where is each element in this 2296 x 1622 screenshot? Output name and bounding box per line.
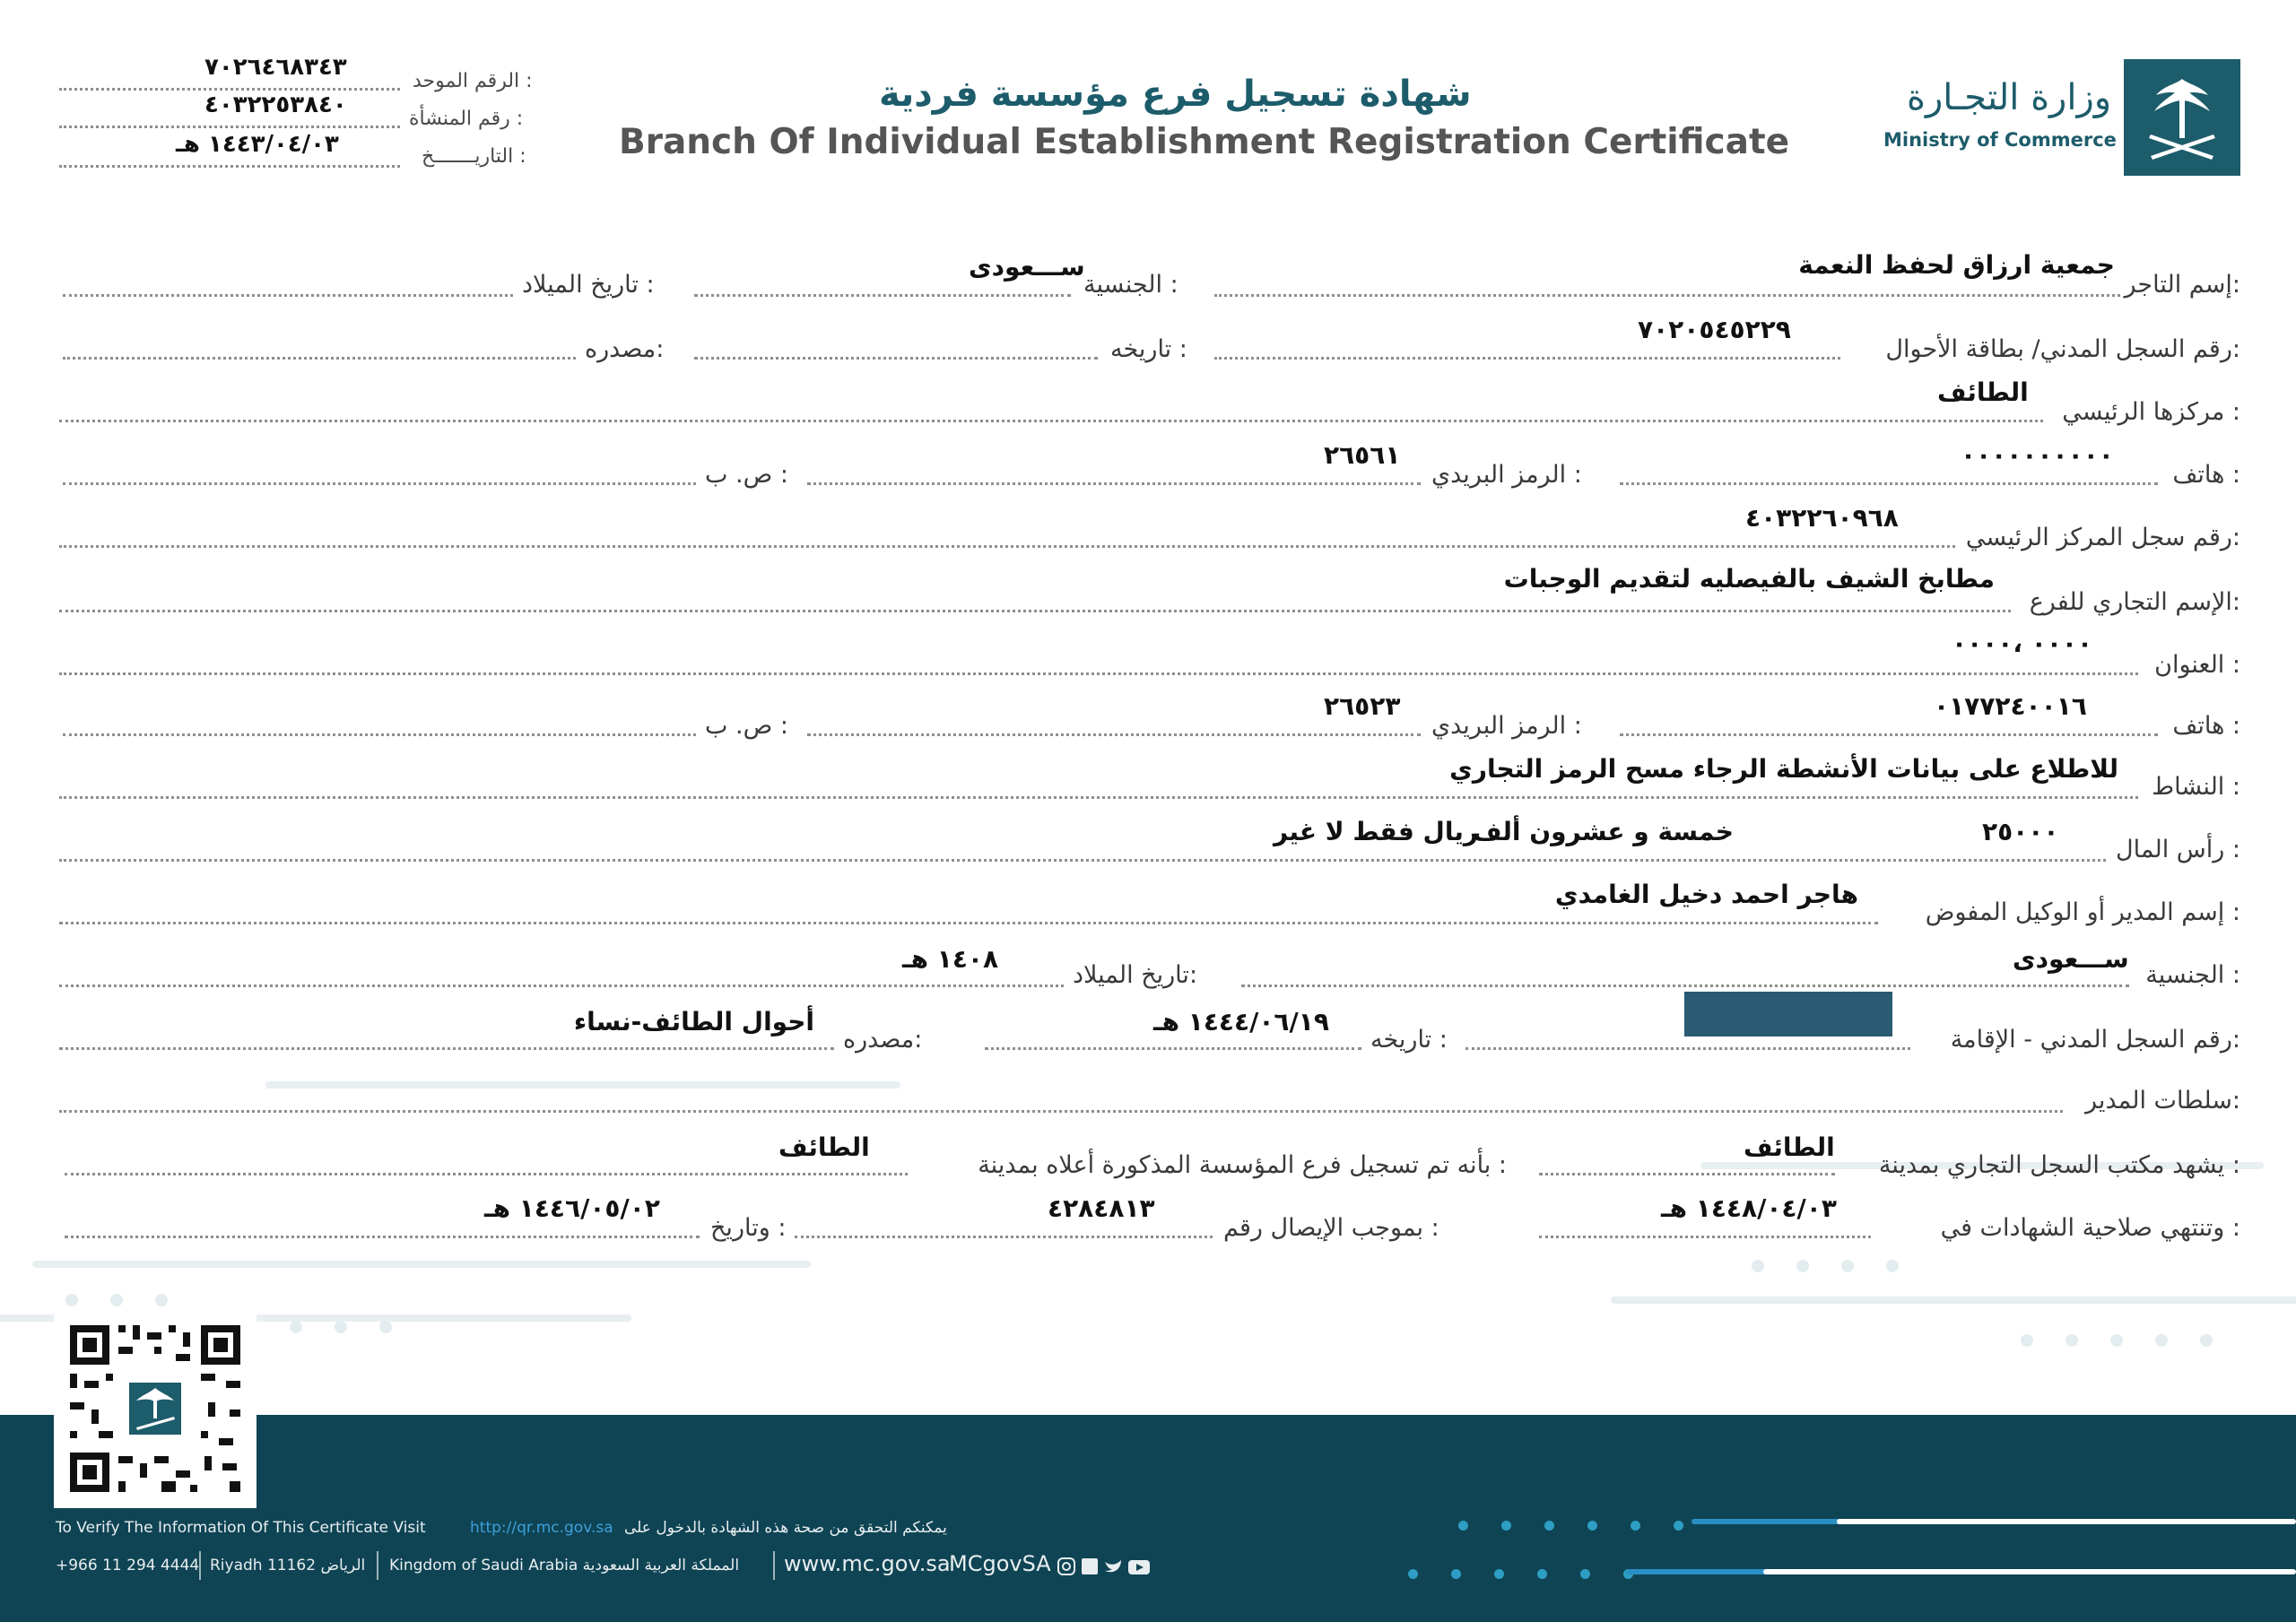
postal-label: الرمز البريدي : bbox=[1431, 461, 1582, 489]
footer-white-line bbox=[1763, 1569, 2296, 1574]
issue-date: ١٤٤٣/٠٤/٠٣ هـ bbox=[176, 131, 339, 158]
birth-date-label: تاريخ الميلاد : bbox=[522, 271, 655, 299]
nationality-line bbox=[694, 294, 1071, 297]
trader-name-line bbox=[1214, 294, 2120, 297]
establishment-number: ٤٠٣٢٢٥٣٨٤٠ bbox=[204, 91, 347, 118]
manager-birth: ١٤٠٨ هـ bbox=[902, 944, 999, 974]
capital-words: خمسة و عشرون ألف bbox=[1473, 817, 1734, 846]
residence-date: ١٤٤٤/٠٦/١٩ هـ bbox=[1153, 1007, 1329, 1037]
manager-nationality-label: الجنسية : bbox=[2145, 961, 2240, 989]
manager-birth-line bbox=[59, 984, 1064, 987]
residence-source-label: مصدره: bbox=[843, 1026, 923, 1054]
postal2-line bbox=[807, 733, 1421, 736]
postal-code: ٢٦٥٦١ bbox=[1324, 440, 1401, 470]
pobox2-label: ص. ب : bbox=[705, 712, 788, 740]
address-label: العنوان : bbox=[2154, 651, 2240, 679]
footer-divider bbox=[773, 1551, 775, 1580]
branch-name-line bbox=[59, 610, 2011, 612]
verify-text-ar: يمكنكم التحقق من صحة هذه الشهادة بالدخول على bbox=[624, 1519, 947, 1537]
receipt-number: ٤٢٨٤٨١٣ bbox=[1048, 1193, 1155, 1223]
certificate-title-en: Branch Of Individual Establishment Registration Certificate bbox=[619, 122, 1790, 162]
trader-name-label: إسم التاجر: bbox=[2124, 271, 2240, 299]
hq-label: مركزها الرئيسي : bbox=[2062, 398, 2240, 426]
address-line bbox=[59, 672, 2138, 675]
ministry-emblem bbox=[2124, 59, 2240, 176]
phone-label: هاتف : bbox=[2172, 461, 2240, 489]
receipt-label: بموجب الإيصال رقم : bbox=[1223, 1214, 1439, 1242]
activity: للاطلاع على بيانات الأنشطة الرجاء مسح الرمز التجاري bbox=[1449, 754, 2118, 784]
office-city: الطائف bbox=[1744, 1132, 1835, 1162]
registered-line bbox=[65, 1173, 908, 1175]
civil-id-label: رقم السجل المدني/ بطاقة الأحوال: bbox=[1885, 335, 2240, 363]
date-label: التاريـــــــخ : bbox=[422, 145, 526, 168]
pobox-line bbox=[63, 482, 696, 485]
expiry-date: ١٤٤٨/٠٤/٠٣ هـ bbox=[1661, 1193, 1837, 1223]
residence-source-line bbox=[59, 1047, 834, 1050]
residence-line bbox=[1465, 1047, 1910, 1050]
manager-birth-label: تاريخ الميلاد: bbox=[1073, 961, 1198, 989]
residence-number-redacted bbox=[1684, 992, 1892, 1037]
postal-line bbox=[807, 482, 1421, 485]
residence-date-label: تاريخه : bbox=[1370, 1026, 1448, 1054]
verify-text-en: To Verify The Information Of This Certificate Visit bbox=[56, 1519, 426, 1537]
footer-divider bbox=[377, 1551, 378, 1580]
registered-label: بأنه تم تسجيل فرع المؤسسة المذكورة أعلاه بمدينة : bbox=[978, 1151, 1507, 1179]
branch-phone: ٠١٧٧٢٤٠٠١٦ bbox=[1934, 691, 2087, 721]
ministry-name-en: Ministry of Commerce bbox=[1883, 129, 2117, 151]
address: ٠٠٠٠ ،٠٠٠٠ bbox=[1952, 629, 2093, 658]
qr-code[interactable] bbox=[54, 1309, 257, 1508]
phone: ٠٠٠٠٠٠٠٠٠٠ bbox=[1961, 440, 2114, 470]
unified-number-label: الرقم الموحد : bbox=[413, 70, 533, 92]
certificate-title-ar: شهادة تسجيل فرع مؤسسة فردية bbox=[879, 74, 1472, 115]
receipt-date-line bbox=[65, 1236, 700, 1238]
activity-label: النشاط : bbox=[2152, 773, 2240, 801]
manager-line bbox=[59, 922, 1878, 924]
hq-line bbox=[59, 420, 2043, 422]
receipt-date-label: وتاريخ : bbox=[710, 1214, 787, 1242]
activity-line bbox=[59, 796, 2138, 799]
expiry-line bbox=[1539, 1236, 1871, 1238]
residence-source: أحوال الطائف-نساء bbox=[573, 1007, 814, 1037]
social-handle[interactable]: MCgovSA bbox=[949, 1551, 1051, 1576]
branch-name-label: الإسم التجاري للفرع: bbox=[2029, 588, 2240, 616]
birth-date-line bbox=[63, 294, 513, 297]
unified-number-line bbox=[59, 88, 400, 91]
id-date-label: تاريخه : bbox=[1110, 335, 1187, 363]
phone2-line bbox=[1620, 733, 2158, 736]
contact-phone: +966 11 294 4444 bbox=[56, 1557, 200, 1574]
hq-registry-label: رقم سجل المركز الرئيسي: bbox=[1965, 524, 2240, 551]
registered-city: الطائف bbox=[778, 1132, 870, 1162]
expiry-label: وتنتهي صلاحية الشهادات في : bbox=[1940, 1214, 2240, 1242]
issue-date-line bbox=[59, 165, 400, 168]
office-line bbox=[1539, 1173, 1835, 1175]
residence-date-line bbox=[985, 1047, 1361, 1050]
manager-nationality: ســـعودى bbox=[2013, 944, 2129, 974]
postal2-label: الرمز البريدي : bbox=[1431, 712, 1582, 740]
capital-currency: ريال فقط لا غير bbox=[1274, 817, 1478, 846]
civil-id: ٧٠٢٠٥٤٥٢٢٩ bbox=[1638, 315, 1791, 344]
authority-line bbox=[59, 1110, 2063, 1113]
establishment-number-line bbox=[59, 126, 400, 128]
nationality-label: الجنسية : bbox=[1083, 271, 1178, 299]
authority-label: سلطات المدير: bbox=[2085, 1087, 2240, 1115]
website-link[interactable]: www.mc.gov.sa bbox=[784, 1551, 951, 1576]
residence-label: رقم السجل المدني - الإقامة: bbox=[1950, 1026, 2240, 1054]
id-source-line bbox=[63, 357, 576, 360]
manager-label: إسم المدير أو الوكيل المفوض : bbox=[1925, 898, 2240, 926]
footer-white-line bbox=[1837, 1519, 2296, 1524]
id-source-label: مصدره: bbox=[585, 335, 665, 363]
civil-id-line bbox=[1214, 357, 1840, 360]
pobox-label: ص. ب : bbox=[705, 461, 788, 489]
manager-nationality-line bbox=[1241, 984, 2129, 987]
verify-url[interactable]: http://qr.mc.gov.sa bbox=[470, 1519, 613, 1537]
branch-postal-code: ٢٦٥٢٣ bbox=[1324, 691, 1401, 721]
id-date-line bbox=[694, 357, 1098, 360]
nationality: ســـعودى bbox=[969, 252, 1085, 282]
social-icons[interactable] bbox=[1057, 1557, 1152, 1576]
branch-name: مطابخ الشيف بالفيصليه لتقديم الوجبات bbox=[1503, 564, 1995, 594]
ministry-name-ar: وزارة التجـارة bbox=[1907, 77, 2112, 118]
capital-amount: ٢٥٠٠٠ bbox=[1982, 817, 2059, 846]
hq-registry: ٤٠٣٢٢٦٠٩٦٨ bbox=[1745, 503, 1899, 533]
capital-line bbox=[59, 859, 2106, 862]
unified-number: ٧٠٢٦٤٦٨٣٤٣ bbox=[204, 54, 347, 81]
office-label: يشهد مكتب السجل التجاري بمدينة : bbox=[1878, 1151, 2240, 1179]
hq-registry-line bbox=[59, 545, 1955, 548]
contact-city: Riyadh 11162 الرياض bbox=[210, 1557, 366, 1574]
pobox2-line bbox=[63, 733, 696, 736]
manager-name: هاجر احمد دخيل الغامدي bbox=[1554, 880, 1858, 909]
phone-line bbox=[1620, 482, 2158, 485]
receipt-line bbox=[795, 1236, 1213, 1238]
hq-city: الطائف bbox=[1937, 377, 2029, 407]
establishment-number-label: رقم المنشأة : bbox=[409, 108, 524, 130]
capital-label: رأس المال : bbox=[2116, 836, 2240, 863]
footer-divider bbox=[199, 1551, 201, 1580]
receipt-date: ١٤٤٦/٠٥/٠٢ هـ bbox=[484, 1193, 660, 1223]
contact-country: Kingdom of Saudi Arabia المملكة العربية السعودية bbox=[389, 1557, 740, 1574]
phone2-label: هاتف : bbox=[2172, 712, 2240, 740]
trader-name: جمعية ارزاق لحفظ النعمة bbox=[1798, 250, 2115, 280]
